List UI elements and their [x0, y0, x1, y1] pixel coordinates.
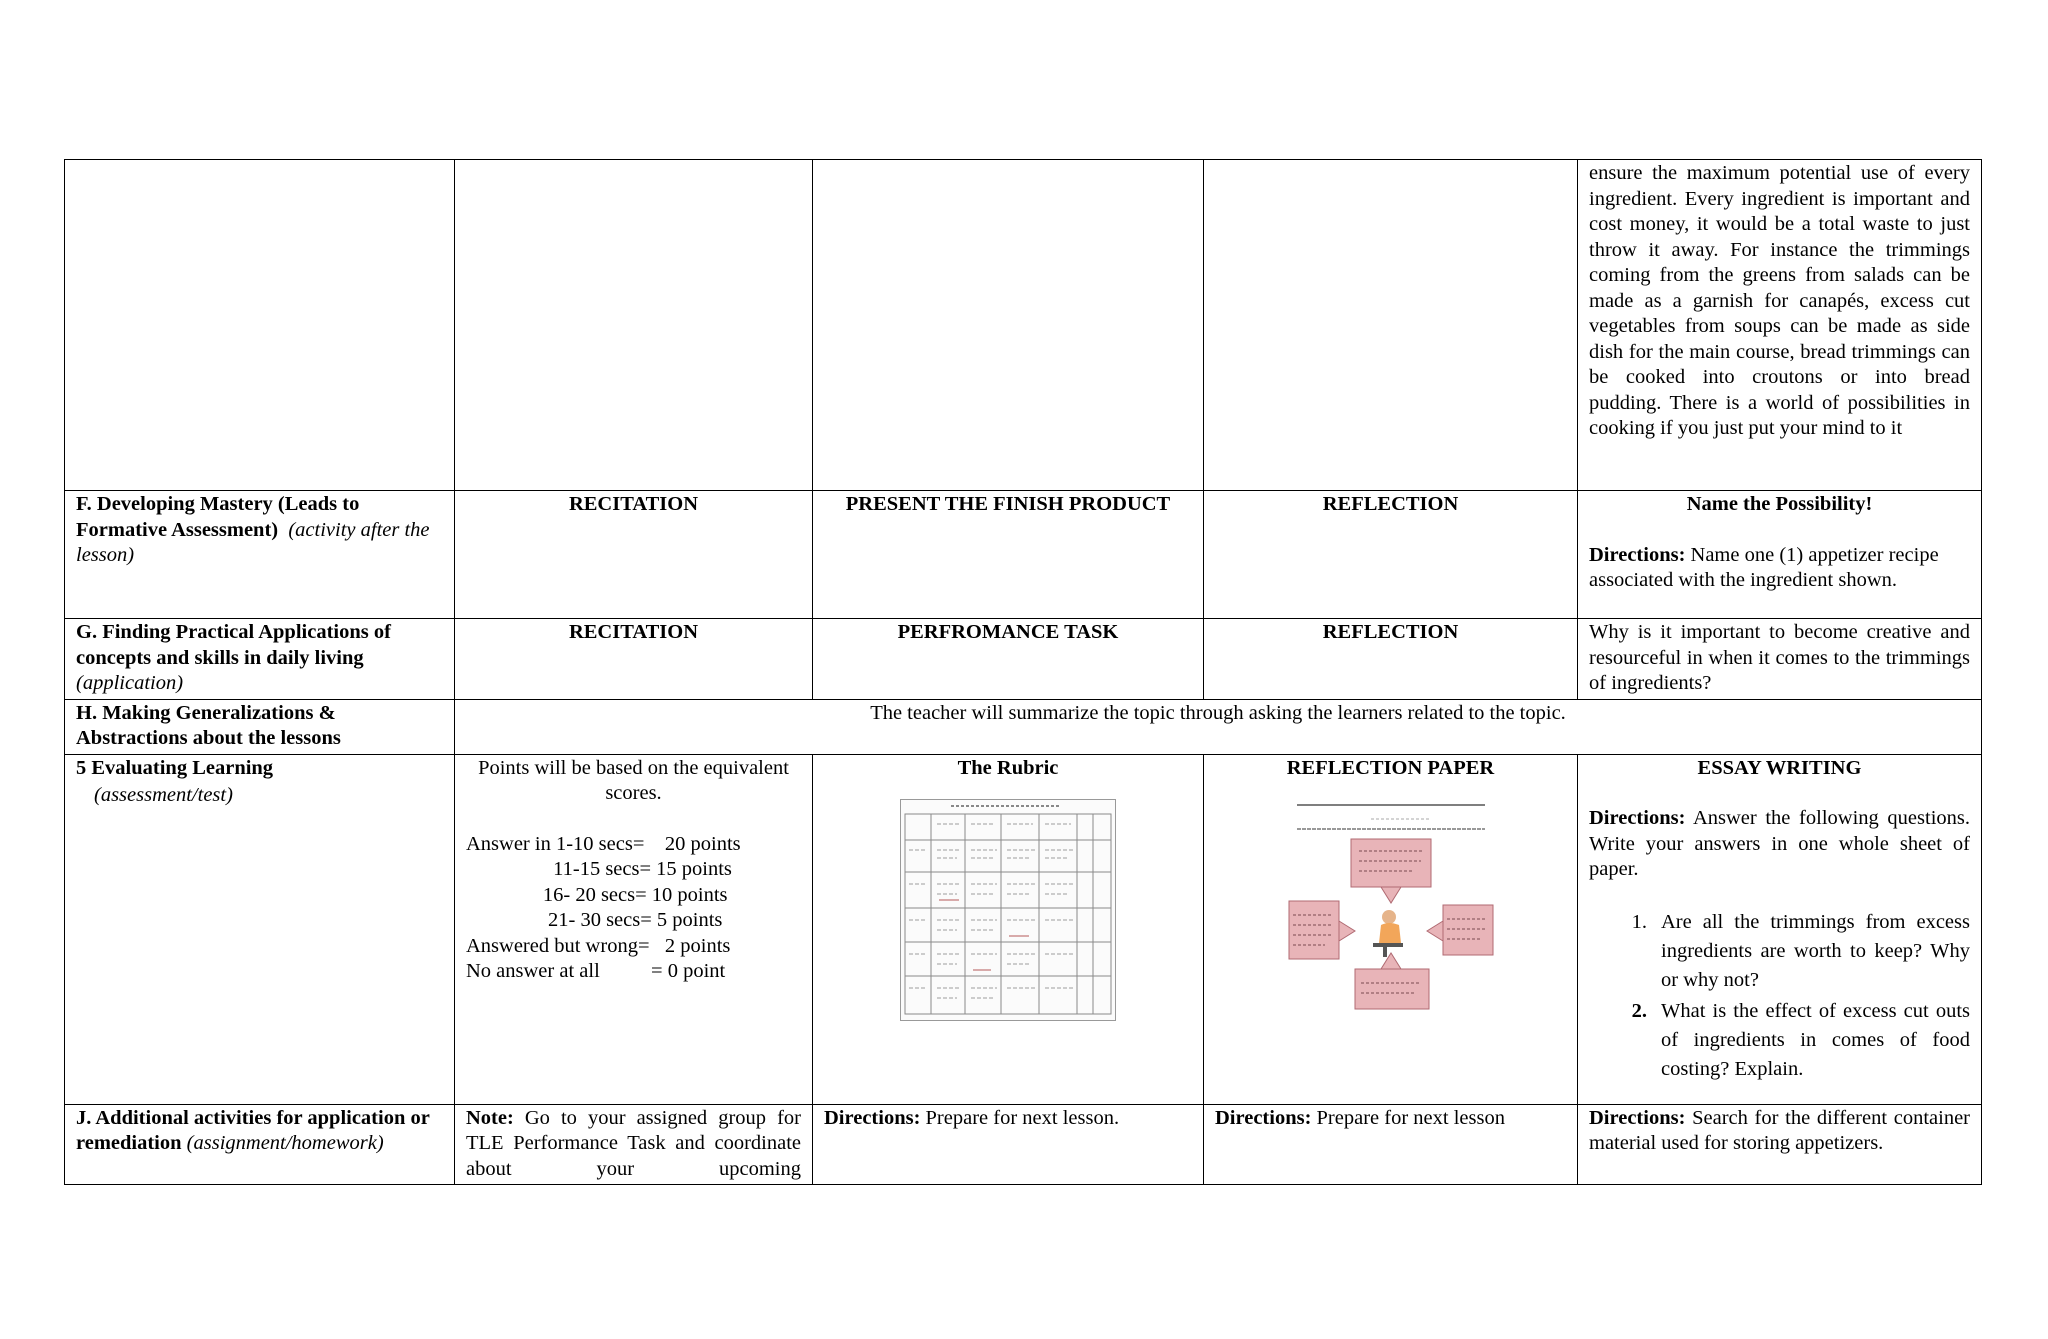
essay-question-list [1589, 908, 1970, 1084]
directions-label: Directions: [1589, 543, 1686, 566]
row-e-label-cell [65, 160, 455, 491]
points-line: 21- 30 secs= 5 points [466, 909, 723, 931]
row-g-day3: REFLECTION [1204, 619, 1578, 700]
row-g-day1: RECITATION [455, 619, 813, 700]
lesson-plan-table [64, 159, 1982, 1185]
row-g-label: G. Finding Practical Applications of concepts and skills in daily living [76, 621, 391, 669]
question-number: 1. [1631, 910, 1647, 933]
rubric-table-image [901, 800, 1115, 1020]
points-list [466, 832, 801, 985]
list-item [1589, 997, 1970, 1084]
row-j-day2-label: Directions: [824, 1106, 921, 1129]
row-f-day1: RECITATION [455, 491, 813, 619]
row-h-label: H. Making Generalizations & Abstractions about the lessons [65, 699, 455, 754]
row-g-label-cell [65, 619, 455, 700]
reflection-paper-title: REFLECTION PAPER [1286, 756, 1495, 779]
question-text: Are all the trimmings from excess ingredients are worth to keep? Why or why not? [1661, 910, 1970, 991]
table-row [65, 754, 1982, 1104]
row-eval-day4-cell [1578, 754, 1982, 1104]
question-text: What is the effect of excess cut outs of ingredients in comes of food costing? Explain. [1661, 999, 1970, 1080]
row-f-label: F. Developing Mastery (Leads to Formative Assessment) [76, 493, 360, 541]
row-j-day4-text: Search for the different container material used for storing appetizers. [1589, 1106, 1971, 1154]
reflection-diagram-image [1281, 799, 1501, 1013]
row-j-day3-text: Prepare for next lesson [1316, 1106, 1505, 1129]
row-g-day2: PERFROMANCE TASK [813, 619, 1204, 700]
row-eval-day2-cell [813, 754, 1204, 1104]
table-row [65, 699, 1982, 754]
row-e-text: ensure the maximum potential use of every ingredient. Every ingredient is important and cost money, it would be a total waste to just throw it away. For instance the trimmings coming from the greens from salads can be made as a garnish for canapés, excess cut vegetables from soups can be made as side dish for the main course, bread trimmings can be cooked into croutons or into bread pudding. There is a world of possibilities in cooking if you just put your mind to it [1589, 162, 1970, 439]
row-g-day4: Why is it important to become creative and resourceful in when it comes to the trimmings of ingredients? [1578, 619, 1982, 700]
points-line: No answer at all = 0 point [466, 960, 726, 982]
table-row [65, 491, 1982, 619]
row-f-label-cell [65, 491, 455, 619]
row-j-day3-cell [1204, 1104, 1578, 1184]
question-number: 2. [1631, 999, 1647, 1022]
note-text: Go to your assigned group for TLE Performance Task and coordinate about your upcoming [466, 1106, 801, 1180]
table-row [65, 1104, 1982, 1184]
points-line: Answer in 1-10 secs= 20 points [466, 832, 741, 855]
row-j-label-note: (assignment/homework) [186, 1132, 384, 1154]
row-f-label-note: (activity after the lesson) [76, 518, 430, 566]
row-j-day2-text: Prepare for next lesson. [925, 1106, 1120, 1129]
row-j-label: J. Additional activities for application or remediation [76, 1106, 430, 1154]
table-row [65, 160, 1982, 491]
row-j-day4-label: Directions: [1589, 1106, 1686, 1129]
list-item [1589, 908, 1970, 995]
points-line: 11-15 secs= 15 points [466, 858, 732, 880]
points-line: 16- 20 secs= 10 points [466, 883, 728, 906]
row-e-day2-cell [813, 160, 1204, 491]
row-f-day2: PRESENT THE FINISH PRODUCT [813, 491, 1204, 619]
rubric-title: The Rubric [957, 756, 1059, 779]
possibility-title: Name the Possibility! [1686, 493, 1873, 515]
row-j-day2-cell [813, 1104, 1204, 1184]
row-j-label-cell [65, 1104, 455, 1184]
directions-text: Name one (1) appetizer recipe associated with the ingredient shown. [1589, 543, 1939, 591]
essay-directions-text: Answer the following questions. Write your answers in one whole sheet of paper. [1589, 807, 1970, 880]
row-e-day3-cell [1204, 160, 1578, 491]
essay-directions-label: Directions: [1589, 807, 1686, 829]
row-eval-day1-cell [455, 754, 813, 1104]
rubric-thumbnail-image [900, 799, 1116, 1021]
reflection-puzzle-image [1281, 799, 1501, 1013]
essay-writing-title: ESSAY WRITING [1697, 756, 1862, 779]
table-row [65, 619, 1982, 700]
row-eval-label-note: (assessment/test) [94, 784, 233, 806]
row-eval-label: 5 Evaluating Learning [76, 756, 274, 779]
row-g-label-note: (application) [76, 672, 184, 694]
row-j-day3-label: Directions: [1215, 1106, 1312, 1129]
row-j-day1-cell [455, 1104, 813, 1184]
points-intro: Points will be based on the equivalent scores. [478, 756, 789, 804]
row-e-day1-cell [455, 160, 813, 491]
row-e-day4-cell [1578, 160, 1982, 491]
row-f-day3: REFLECTION [1204, 491, 1578, 619]
row-f-day4-cell [1578, 491, 1982, 619]
row-j-day4-cell [1578, 1104, 1982, 1184]
row-eval-label-cell [65, 754, 455, 1104]
row-eval-day3-cell [1204, 754, 1578, 1104]
points-line: Answered but wrong= 2 points [466, 934, 731, 957]
note-label: Note: [466, 1106, 514, 1129]
row-h-summary: The teacher will summarize the topic through asking the learners related to the topic. [455, 699, 1982, 754]
